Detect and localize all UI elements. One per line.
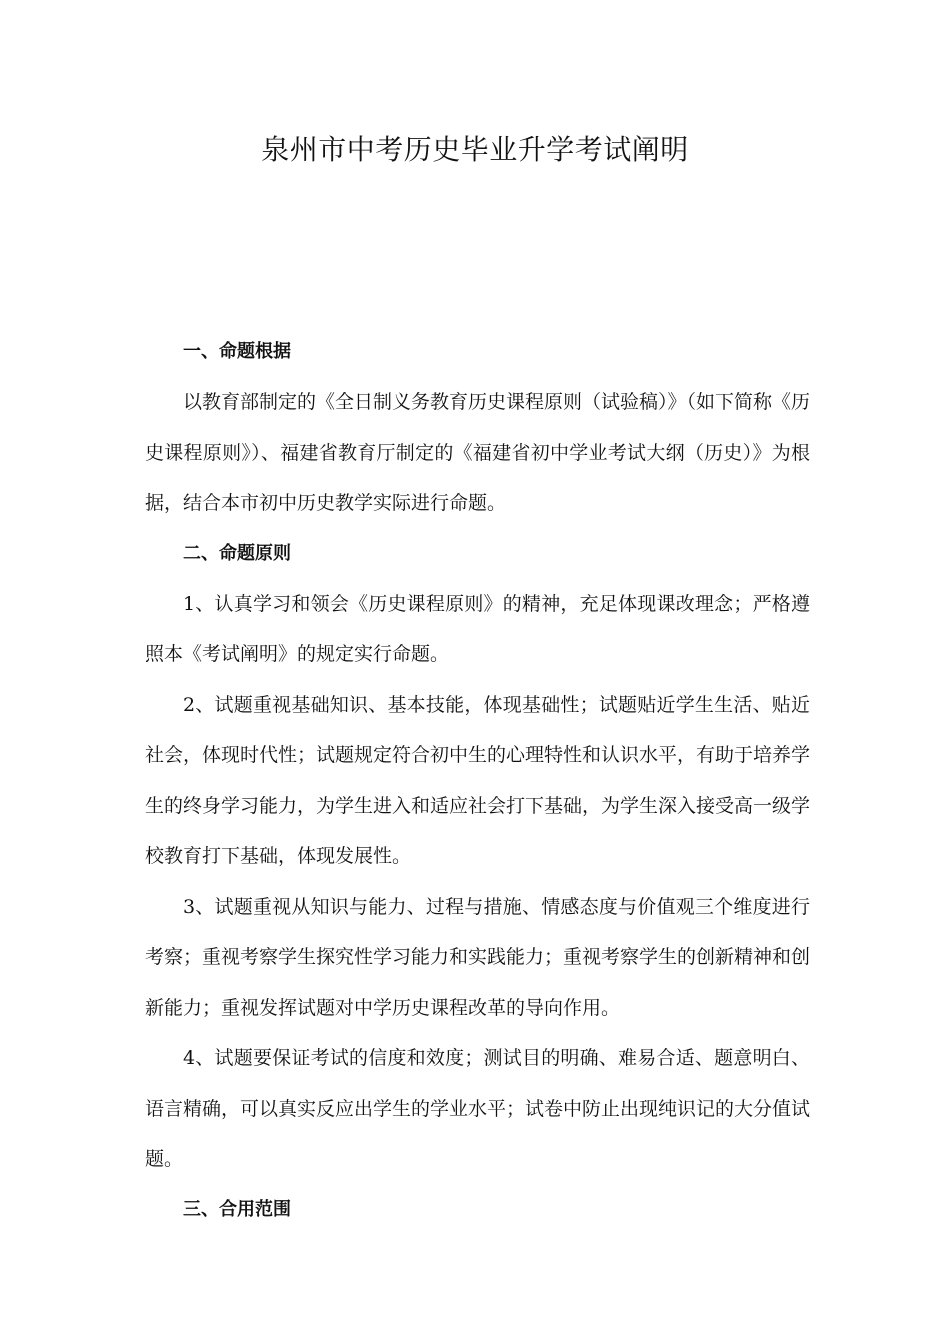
paragraph-principle-4: 4、试题要保证考试的信度和效度；测试目的明确、难易合适、题意明白、语言精确，可以真实反应出学生的学业水平；试卷中防止出现纯识记的大分值试题。 xyxy=(145,1047,811,1170)
paragraph-principle-3: 3、试题重视从知识与能力、过程与措施、情感态度与价值观三个维度进行考察；重视考察学生探究性学习能力和实践能力；重视考察学生的创新精神和创新能力；重视发挥试题对中学历史课程改革的导向作用。 xyxy=(145,895,811,1019)
document-title: 泉州市中考历史毕业升学考试阐明 xyxy=(261,133,689,166)
section-heading-principles: 二、命题原则 xyxy=(183,542,291,564)
paragraph-principle-2: 2、试题重视基础知识、基本技能，体现基础性；试题贴近学生生活、贴近社会，体现时代性；试题规定符合初中生的心理特性和认识水平，有助于培养学生的终身学习能力，为学生进入和适应社会打下基础，为学生深入接受高一级学校教育打下基础，体现发展性。 xyxy=(145,693,811,867)
paragraph-basis: 以教育部制定的《全日制义务教育历史课程原则（试验稿）》（如下简称《历史课程原则》）、福建省教育厅制定的《福建省初中学业考试大纲（历史）》为根据，结合本市初中历史教学实际进行命题。 xyxy=(145,391,811,514)
document-body xyxy=(145,327,810,1235)
section-heading-scope: 三、合用范围 xyxy=(183,1198,291,1220)
paragraph-principle-1: 1、认真学习和领会《历史课程原则》的精神，充足体现课改理念；严格遵照本《考试阐明》的规定实行命题。 xyxy=(145,592,810,665)
section-heading-basis: 一、命题根据 xyxy=(183,341,291,362)
